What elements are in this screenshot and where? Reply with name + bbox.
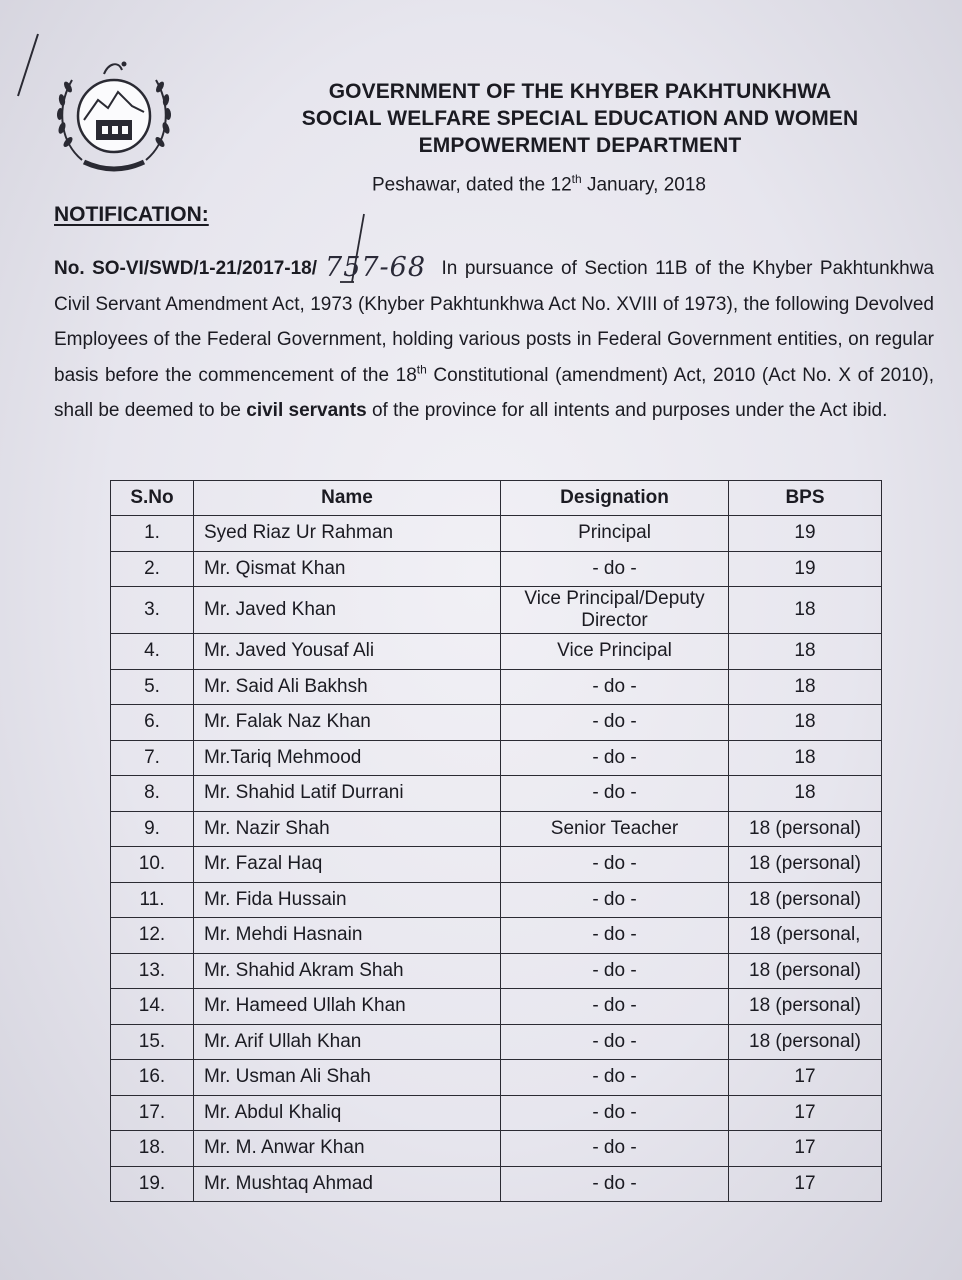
table-row [111,1024,882,1060]
cell-name: Mr. Nazir Shah [194,811,501,847]
dateline [372,172,706,196]
body-text-part-a: In pursuance of Section 11B of the Khyber Pakhtunkhwa Civil Servant Amendment Act, 1973 (Khyber Pakhtunkhwa Act No. XVIII of 1973), the following Devolved Employees of the Federal Government, holding various posts in Federal Government entities, on regular basis before the commencement of the 18 [54,258,934,386]
table-row [111,551,882,587]
cell-sno: 15. [111,1024,194,1060]
cell-bps: 18 [729,740,882,776]
cell-designation: - do - [501,669,729,705]
cell-sno: 11. [111,882,194,918]
cell-sno: 14. [111,989,194,1025]
cell-bps: 18 [729,634,882,670]
department-header [200,78,960,159]
cell-bps: 17 [729,1131,882,1167]
cell-bps: 18 [729,669,882,705]
cell-bps: 18 [729,587,882,634]
cell-designation: - do - [501,705,729,741]
cell-sno: 16. [111,1060,194,1096]
cell-name: Mr. Mushtaq Ahmad [194,1166,501,1202]
kp-government-emblem-icon [52,50,176,178]
table-row [111,669,882,705]
header-line-3: EMPOWERMENT DEPARTMENT [418,134,742,157]
cell-sno: 8. [111,776,194,812]
dateline-ordinal: th [571,172,582,186]
cell-name: Mr. Javed Yousaf Ali [194,634,501,670]
cell-designation: Senior Teacher [501,811,729,847]
cell-sno: 9. [111,811,194,847]
body-ordinal: th [416,362,427,377]
cell-designation: - do - [501,1131,729,1167]
table-row [111,740,882,776]
reference-number: No. SO-VI/SWD/1-21/2017-18/ [54,258,318,279]
cell-sno: 10. [111,847,194,883]
cell-name: Mr. Usman Ali Shah [194,1060,501,1096]
cell-name: Mr. M. Anwar Khan [194,1131,501,1167]
cell-bps: 17 [729,1166,882,1202]
handwritten-dispatch-number: 757-68 [325,252,427,283]
cell-name: Mr. Hameed Ullah Khan [194,989,501,1025]
table-row [111,1060,882,1096]
table-row [111,705,882,741]
cell-designation: Vice Principal/Deputy Director [501,587,729,634]
table-row [111,882,882,918]
cell-designation: - do - [501,1024,729,1060]
cell-name: Mr. Javed Khan [194,587,501,634]
cell-name: Mr. Arif Ullah Khan [194,1024,501,1060]
cell-name: Mr. Said Ali Bakhsh [194,669,501,705]
notification-body [54,248,934,429]
cell-designation: - do - [501,953,729,989]
cell-name: Mr. Abdul Khaliq [194,1095,501,1131]
table-row [111,634,882,670]
cell-name: Mr.Tariq Mehmood [194,740,501,776]
header-line-1: GOVERNMENT OF THE KHYBER PAKHTUNKHWA [328,80,832,103]
table-row [111,847,882,883]
table-row [111,776,882,812]
cell-designation: - do - [501,1060,729,1096]
cell-bps: 18 (personal, [729,918,882,954]
cell-designation: - do - [501,551,729,587]
body-text-part-c: of the province for all intents and purposes under the Act ibid. [366,400,888,421]
cell-designation: Principal [501,516,729,552]
cell-sno: 6. [111,705,194,741]
cell-name: Mr. Mehdi Hasnain [194,918,501,954]
cell-bps: 18 (personal) [729,989,882,1025]
dateline-prefix: Peshawar, dated the 12 [372,174,572,196]
cell-designation: Vice Principal [501,634,729,670]
cell-bps: 19 [729,551,882,587]
cell-sno: 13. [111,953,194,989]
cell-sno: 4. [111,634,194,670]
cell-designation: - do - [501,989,729,1025]
employee-table-body [111,516,882,1202]
cell-name: Mr. Shahid Akram Shah [194,953,501,989]
employee-table [110,480,882,1202]
cell-designation: - do - [501,776,729,812]
cell-designation: - do - [501,847,729,883]
header-designation: Designation [501,481,729,516]
header-name: Name [194,481,501,516]
header-bps: BPS [729,481,882,516]
cell-bps: 19 [729,516,882,552]
cell-sno: 2. [111,551,194,587]
header-line-2: SOCIAL WELFARE SPECIAL EDUCATION AND WOMEN [301,107,859,130]
cell-sno: 1. [111,516,194,552]
cell-sno: 7. [111,740,194,776]
cell-bps: 18 (personal) [729,953,882,989]
table-header-row [111,481,882,516]
cell-name: Mr. Falak Naz Khan [194,705,501,741]
cell-bps: 18 (personal) [729,1024,882,1060]
table-row [111,989,882,1025]
cell-bps: 17 [729,1095,882,1131]
cell-designation: - do - [501,1095,729,1131]
civil-servants-phrase: civil servants [246,400,367,421]
table-row [111,811,882,847]
cell-name: Mr. Qismat Khan [194,551,501,587]
table-row [111,1131,882,1167]
table-row [111,516,882,552]
cell-name: Mr. Fazal Haq [194,847,501,883]
cell-sno: 12. [111,918,194,954]
cell-bps: 18 (personal) [729,882,882,918]
cell-sno: 3. [111,587,194,634]
table-row [111,587,882,634]
notification-title: NOTIFICATION: [54,203,209,226]
table-row [111,953,882,989]
cell-bps: 17 [729,1060,882,1096]
header-sno: S.No [111,481,194,516]
cell-sno: 5. [111,669,194,705]
cell-name: Syed Riaz Ur Rahman [194,516,501,552]
cell-sno: 17. [111,1095,194,1131]
table-row [111,1095,882,1131]
cell-bps: 18 [729,776,882,812]
pen-mark-icon [12,30,42,100]
cell-name: Mr. Shahid Latif Durrani [194,776,501,812]
cell-name: Mr. Fida Hussain [194,882,501,918]
cell-designation: - do - [501,1166,729,1202]
cell-designation: - do - [501,882,729,918]
dateline-suffix: January, 2018 [581,174,706,196]
cell-designation: - do - [501,918,729,954]
table-row [111,918,882,954]
cell-sno: 18. [111,1131,194,1167]
body-text-part-b: Constitutional (amendment) Act, 2010 (Act No. X of 2010), shall be deemed to be [54,364,934,421]
cell-designation: - do - [501,740,729,776]
cell-bps: 18 (personal) [729,847,882,883]
cell-bps: 18 [729,705,882,741]
cell-sno: 19. [111,1166,194,1202]
table-row [111,1166,882,1202]
cell-bps: 18 (personal) [729,811,882,847]
